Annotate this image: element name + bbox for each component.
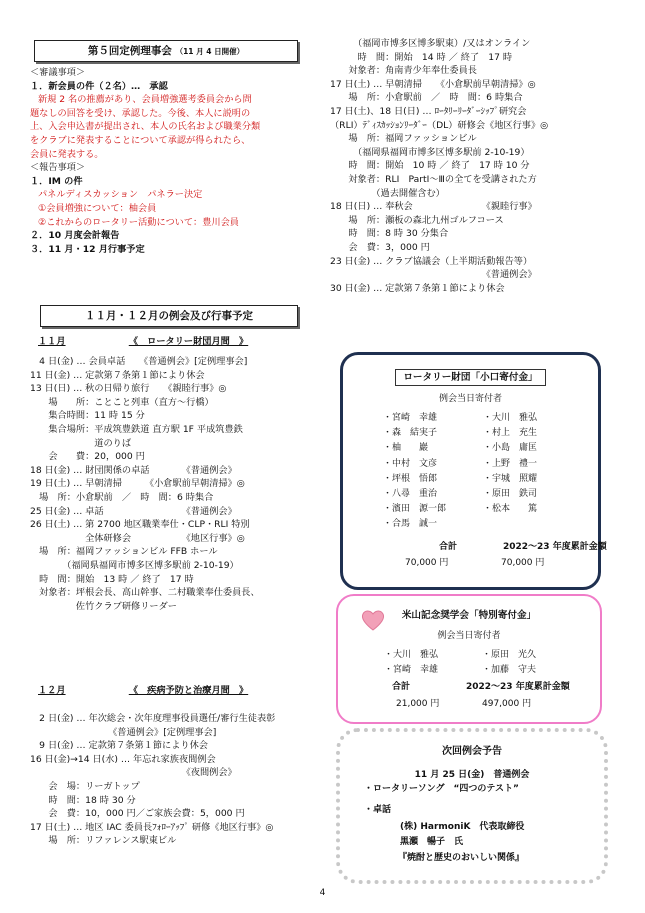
dec-row: 場 所：リファレンス駅東ビル [30, 835, 177, 847]
right-row: （福岡市博多区博多駅東）/又はオンライン [330, 38, 531, 49]
dec-row: 16 日(金)→14 日(水) … 年忘れ家族夜間例会 [30, 753, 216, 765]
nov-row: 26 日(土) … 第 2700 地区職業奉仕・CLP・RLI 特別 [30, 519, 250, 531]
donor-name: ・村上 充生 [483, 428, 538, 439]
foundation-panel [340, 352, 607, 590]
nov-schedule [30, 355, 260, 613]
foundation-cumulative: 70,000 円 [501, 558, 545, 568]
nov-row: 18 日(金) … 財団関係の卓話 《普通例会》 [30, 464, 237, 476]
donor-name: ・原田 光久 [482, 650, 537, 660]
yoneyama-panel [336, 594, 602, 724]
nov-row: 佐竹クラブ研修リーダー [30, 600, 177, 612]
nov-row: 場 所：ことこと列車（直方～行橋） [30, 396, 214, 408]
item1-body-line: 会員に発表する。 [30, 148, 104, 160]
yoneyama-subtitle: 例会当日寄付者 [437, 631, 501, 641]
donor-name: ・坪根 悟郎 [383, 473, 438, 484]
foundation-total-label: 合計 [439, 542, 458, 552]
left-intro-block [30, 66, 260, 256]
dec-row: 時 間：18 時 30 分 [30, 794, 136, 806]
right-row: 時 間：8 時 30 分集合 [330, 228, 449, 240]
nov-row: 19 日(土) … 早朝清掃 《小倉駅前早朝清掃》◎ [30, 478, 245, 490]
item1-heading: １．新会員の件（２名）… 承認 [30, 80, 168, 92]
donor-name: ・宮崎 幸雄 [383, 413, 438, 423]
next-topic: 『焼酎と歴史のおいしい関係』 [398, 853, 525, 863]
nov-row: 13 日(日) … 秋の日帰り旅行 《親睦行事》◎ [30, 383, 227, 395]
right-row: 23 日(金) … クラブ協議会（上半期活動報告等） [330, 255, 533, 267]
dec-row: 会 場：リーガトップ [30, 780, 140, 792]
nov-row: 道のりば [30, 437, 132, 449]
item1-body-line: をクラブに発表することについて承認が得られたら、 [30, 134, 251, 146]
donor-name: ・原田 鉄司 [483, 489, 538, 500]
nov-row: 集合場所：平成筑豊鉄道 直方駅 1F 平成筑豊鉄 [30, 423, 243, 435]
yoneyama-total-label: 合計 [392, 682, 411, 692]
nov-row: 場 所：福岡ファッションビル FFB ホール [30, 546, 218, 558]
right-row: 30 日(金) … 定款第７条第１節により休会 [330, 282, 505, 294]
yoneyama-title: 米山記念奨学会「特別寄付金」 [395, 608, 543, 623]
next-song: ・ロータリーソング “四つのテスト” [364, 784, 519, 794]
report1-heading: １．IM の件 [30, 175, 83, 187]
deliberation-heading: ＜審議事項＞ [30, 67, 86, 78]
yoneyama-cumulative-label: 2022～23 年度累計金額 [466, 682, 570, 692]
nov-heading [38, 335, 248, 349]
yoneyama-total: 21,000 円 [396, 699, 440, 709]
item1-body-line: 新規 2 名の推薦があり、会員増強選考委員会から問 [38, 94, 252, 106]
right-row: 17 日(土) … 早朝清掃 《小倉駅前早朝清掃》◎ [330, 78, 536, 90]
donor-name: ・小島 庸匡 [483, 443, 538, 454]
donor-name: ・上野 禮一 [483, 458, 538, 469]
donor-name: ・中村 文彦 [383, 458, 438, 469]
dec-row: 《普通例会》[定例理事会] [30, 726, 217, 738]
right-row: 対象者：角南青少年奉仕委員長 [330, 65, 477, 77]
foundation-names-right [483, 411, 537, 517]
nov-row: 集合時間：11 時 15 分 [30, 410, 145, 422]
meeting-title: 第５回定例理事会 [87, 45, 172, 57]
page-number: 4 [319, 888, 326, 898]
item1-body-line: 上、入会申込書が提出され、本人の氏名および職業分類 [30, 121, 261, 133]
right-row: 場 所：瀬板の森北九州ゴルフコース [330, 214, 504, 226]
nov-row: 4 日(金) … 会員卓話 《普通例会》[定例理事会] [30, 356, 248, 367]
right-schedule [330, 37, 548, 295]
dec-schedule [30, 712, 275, 848]
right-row: 会 費：3，000 円 [330, 241, 430, 253]
report1-sub: ②これからのロータリー活動について：豊川会員 [38, 216, 239, 228]
foundation-subtitle: 例会当日寄付者 [438, 394, 502, 404]
donor-name: ・宮崎 幸雄 [384, 665, 439, 675]
dec-row: 《夜間例会》 [30, 767, 237, 779]
foundation-total: 70,000 円 [405, 558, 449, 568]
yoneyama-names-right [482, 648, 536, 678]
meeting-date: （11 月 4 日開催） [175, 47, 245, 56]
dec-month: １２月 [38, 685, 66, 696]
nov-row: 場 所：小倉駅前 ／ 時 間：6 時集合 [30, 491, 214, 503]
right-row: 18 日(日) … 奉秋会 《親睦行事》 [330, 201, 537, 213]
right-row: 場 所：小倉駅前 ／ 時 間：6 時集合 [330, 92, 523, 104]
donor-name: ・加藤 守夫 [482, 665, 537, 675]
dec-theme: 《 疾病予防と治療月間 》 [128, 685, 249, 696]
next-meeting-panel [336, 728, 608, 884]
yoneyama-cumulative: 497,000 円 [482, 699, 532, 709]
dec-row: 2 日(金) … 年次総会・次年度理事役員選任/審行生徒表彰 [30, 713, 276, 724]
nov-row: 時 間：開始 13 時 ／ 終了 17 時 [30, 573, 194, 585]
dec-row: 9 日(金) … 定款第７条第１節により休会 [30, 740, 208, 752]
report3-heading: ３．11 月・12 月行事予定 [30, 243, 145, 255]
next-talk-label: ・卓話 [364, 805, 392, 815]
donor-name: ・松本 篤 [483, 504, 538, 515]
next-title: 次回例会予告 [442, 746, 502, 757]
nov-row: 対象者：坪根会長、高山幹事、二村職業奉仕委員長、 [30, 587, 260, 599]
yoneyama-names-left [384, 648, 438, 678]
donor-name: ・合馬 誠一 [383, 519, 438, 530]
foundation-title: ロータリー財団「小口寄付金」 [395, 369, 545, 386]
donor-name: ・大川 雅弘 [483, 413, 538, 423]
donor-name: ・大川 雅弘 [384, 650, 439, 660]
right-row: （過去開催含む） [330, 187, 445, 199]
right-row: 対象者：RLI PartⅠ～Ⅲの全てを受講された方 [330, 173, 537, 185]
nov-theme: 《 ロータリー財団月間 》 [128, 336, 249, 347]
nov-row: 25 日(金) … 卓話 《普通例会》 [30, 505, 237, 517]
foundation-title-wrap [343, 371, 598, 385]
right-row: （福岡県福岡市博多区博多駅前 2-10-19） [330, 146, 530, 158]
donor-name: ・宇城 照耀 [483, 473, 538, 484]
foundation-names-left [383, 411, 446, 533]
right-row: 17 日(土)、18 日(日) … ﾛｰﾀﾘｰﾘｰﾀﾞｰｼｯﾌﾟ研究会 [330, 105, 527, 117]
yoneyama-title-wrap [338, 609, 600, 623]
dec-heading [38, 684, 248, 698]
foundation-cumulative-label: 2022～23 年度累計金額 [503, 542, 607, 552]
next-speaker: 黒瀬 暢子 氏 [400, 837, 464, 847]
donor-name: ・柚 巖 [383, 443, 429, 454]
nov-row: 会 費：20，000 円 [30, 451, 145, 463]
meeting-title-box [34, 40, 298, 62]
report1-sub: パネルディスカッション パネラー決定 [38, 189, 203, 201]
schedule-title-box [40, 305, 298, 327]
nov-row: 全体研修会 《地区行事》◎ [30, 532, 245, 544]
item1-body-line: 題なしの回答を受け、承認した。今後、本人に説明の [30, 107, 251, 119]
nov-month: １１月 [38, 336, 66, 347]
report1-sub: ①会員増強について：柚会員 [38, 202, 157, 214]
nov-row: 11 日(金) … 定款第７条第１節により休会 [30, 369, 205, 381]
donor-name: ・八尋 重治 [383, 489, 438, 500]
right-row: 場 所：福岡ファッションビル [330, 133, 477, 145]
next-date: 11 月 25 日(金) 普通例会 [414, 770, 530, 780]
dec-row: 17 日(土) … 地区 IAC 委員長ﾌｫﾛｰｱｯﾌﾟ 研修《地区行事》◎ [30, 821, 274, 833]
right-row: 時 間：開始 14 時 ／ 終了 17 時 [330, 51, 513, 63]
donor-name: ・森 結実子 [383, 428, 438, 439]
donor-name: ・濱田 源一郎 [383, 504, 447, 515]
right-row: 《普通例会》 [330, 269, 537, 281]
nov-row: （福岡県福岡市博多区博多駅前 2-10-19） [30, 559, 239, 571]
right-row: （RLI）ﾃﾞｨｽｶｯｼｮﾝﾘｰﾀﾞｰ（DL）研修会《地区行事》◎ [330, 119, 549, 131]
report-heading: ＜報告事項＞ [30, 162, 86, 174]
right-row: 時 間：開始 10 時 ／ 終了 17 時 10 分 [330, 160, 530, 172]
dec-row: 会 費：10，000 円／ご家族会費：5，000 円 [30, 808, 245, 820]
report2-heading: ２．10 月度会計報告 [30, 230, 120, 242]
schedule-title: １１月・１２月の例会及び行事予定 [85, 310, 253, 322]
next-company: (株) HarmoniK 代表取締役 [400, 822, 525, 832]
